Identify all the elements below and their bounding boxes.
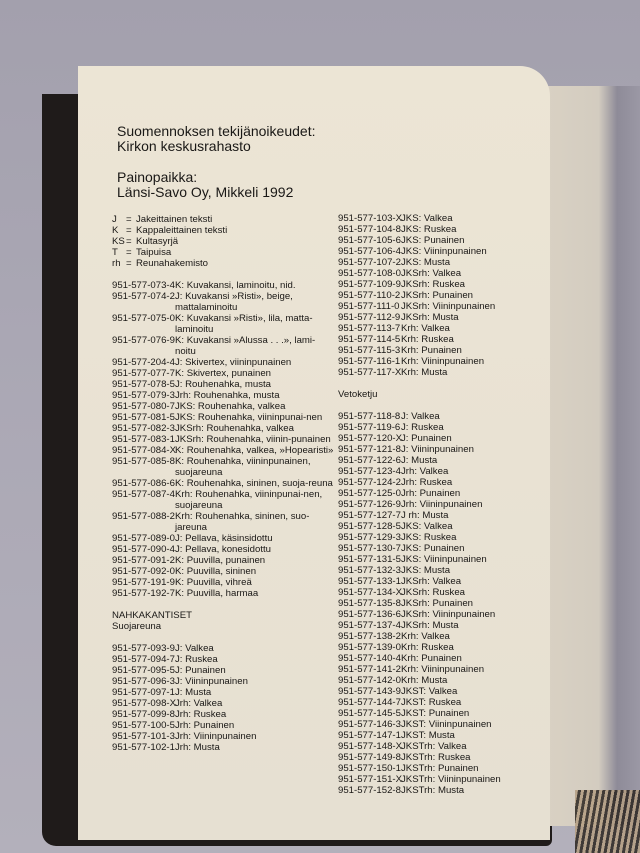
isbn-number: 951-577-111-0 bbox=[338, 301, 400, 312]
edition-description: Jrh: Rouhenahka, musta bbox=[175, 390, 280, 401]
list-item bbox=[338, 675, 548, 686]
isbn-number: 951-577-109-9 bbox=[338, 279, 401, 290]
legend-item bbox=[112, 225, 334, 236]
section-title-vetoketju: Vetoketju bbox=[338, 389, 378, 400]
list-item bbox=[338, 477, 548, 488]
list-item bbox=[338, 697, 548, 708]
list-item bbox=[112, 313, 334, 335]
isbn-number: 951-577-074-2 bbox=[112, 291, 175, 302]
edition-description: Krh: Viininpunainen bbox=[401, 356, 485, 367]
legend-text: Reunahakemisto bbox=[136, 258, 208, 269]
isbn-number: 951-577-127-7 bbox=[338, 510, 401, 521]
list-item bbox=[338, 433, 548, 444]
list-item bbox=[112, 478, 334, 489]
edition-description: J: Musta bbox=[401, 455, 438, 466]
legend-text: Jakeittainen teksti bbox=[136, 214, 213, 225]
list-item bbox=[112, 709, 334, 720]
edition-description: JKST: Ruskea bbox=[401, 697, 462, 708]
legend-text: Kultasyrjä bbox=[136, 236, 179, 247]
list-item bbox=[112, 368, 334, 379]
list-item bbox=[112, 643, 334, 654]
isbn-number: 951-577-105-6 bbox=[338, 235, 401, 246]
edition-description: JKS: Musta bbox=[401, 257, 451, 268]
isbn-number: 951-577-091-2 bbox=[112, 555, 175, 566]
list-item bbox=[112, 555, 334, 566]
edition-description: J rh: Musta bbox=[401, 510, 449, 521]
isbn-number: 951-577-092-0 bbox=[112, 566, 175, 577]
edition-description: JKSTrh: Ruskea bbox=[401, 752, 471, 763]
list-item bbox=[338, 521, 548, 532]
list-item bbox=[338, 719, 548, 730]
list-item bbox=[338, 664, 548, 675]
edition-description: JKST: Punainen bbox=[401, 708, 470, 719]
edition-description: JKSrh: Ruskea bbox=[401, 279, 465, 290]
list-item bbox=[338, 290, 548, 301]
list-item bbox=[112, 489, 334, 511]
list-item bbox=[338, 334, 548, 345]
isbn-number: 951-577-106-4 bbox=[338, 246, 401, 257]
isbn-number: 951-577-130-7 bbox=[338, 543, 401, 554]
isbn-number: 951-577-150-1 bbox=[338, 763, 401, 774]
isbn-number: 951-577-204-4 bbox=[112, 357, 175, 368]
isbn-number: 951-577-099-8 bbox=[112, 709, 175, 720]
edition-description: JKSrh: Viininpunainen bbox=[401, 301, 496, 312]
legend-item bbox=[112, 214, 334, 225]
isbn-number: 951-577-098-X bbox=[112, 698, 177, 709]
list-item bbox=[112, 511, 334, 533]
list-item bbox=[338, 367, 548, 378]
edition-description: JKST: Valkea bbox=[401, 686, 458, 697]
edition-description: J: Viininpunainen bbox=[401, 444, 474, 455]
printer-name: Länsi-Savo Oy, Mikkeli 1992 bbox=[117, 184, 294, 200]
list-item bbox=[112, 291, 334, 313]
edition-description: JKSrh: Ruskea bbox=[401, 587, 465, 598]
list-item bbox=[338, 213, 548, 224]
edition-description: K: Kuvakansi »Risti», lila, matta-laminoitu bbox=[175, 313, 313, 335]
edition-description: J: Skivertex, viininpunainen bbox=[175, 357, 292, 368]
isbn-number: 951-577-100-5 bbox=[112, 720, 175, 731]
edition-description: Krh: Musta bbox=[401, 367, 448, 378]
list-item bbox=[338, 257, 548, 268]
list-item bbox=[338, 411, 548, 422]
edition-description: J: Pellava, käsinsidottu bbox=[175, 533, 273, 544]
isbn-number: 951-577-140-4 bbox=[338, 653, 401, 664]
edition-description: Jrh: Viininpunainen bbox=[401, 499, 483, 510]
edition-description: K: Rouhenahka, viininpunainen, suojareuna bbox=[175, 456, 311, 478]
list-item bbox=[112, 698, 334, 709]
isbn-number: 951-577-086-6 bbox=[112, 478, 175, 489]
list-item bbox=[112, 544, 334, 555]
edition-description: J: Kuvakansi »Risti», beige, mattalaminoitu bbox=[175, 291, 293, 313]
list-item bbox=[338, 785, 548, 796]
list-item bbox=[338, 279, 548, 290]
edition-description: Jrh: Ruskea bbox=[175, 709, 227, 720]
edition-description: Krh: Ruskea bbox=[401, 334, 454, 345]
isbn-number: 951-577-191-9 bbox=[112, 577, 175, 588]
list-item bbox=[112, 390, 334, 401]
edition-description: Jrh: Punainen bbox=[401, 488, 461, 499]
imprint-header bbox=[117, 124, 315, 200]
isbn-number: 951-577-116-1 bbox=[338, 356, 401, 367]
legend-eq: = bbox=[126, 225, 132, 236]
isbn-number: 951-577-143-9 bbox=[338, 686, 401, 697]
list-item bbox=[338, 510, 548, 521]
left-column bbox=[112, 214, 334, 753]
edition-description: Jrh: Ruskea bbox=[401, 477, 453, 488]
list-item bbox=[338, 246, 548, 257]
isbn-number: 951-577-082-3 bbox=[112, 423, 175, 434]
legend-eq: = bbox=[126, 236, 132, 247]
isbn-number: 951-577-147-1 bbox=[338, 730, 401, 741]
copyright-label: Suomennoksen tekijänoikeudet: bbox=[117, 123, 316, 139]
list-item bbox=[338, 576, 548, 587]
edition-description: K: Puuvilla, harmaa bbox=[175, 588, 259, 599]
list-item bbox=[112, 434, 334, 445]
legend-item bbox=[112, 236, 334, 247]
list-item bbox=[338, 609, 548, 620]
legend-abbr: rh bbox=[112, 258, 121, 269]
legend-text: Taipuisa bbox=[136, 247, 172, 258]
list-item bbox=[338, 323, 548, 334]
isbn-number: 951-577-141-2 bbox=[338, 664, 401, 675]
edition-description: JKS: Musta bbox=[401, 565, 451, 576]
isbn-number: 951-577-132-3 bbox=[338, 565, 401, 576]
isbn-number: 951-577-129-3 bbox=[338, 532, 401, 543]
list-item bbox=[112, 379, 334, 390]
isbn-number: 951-577-139-0 bbox=[338, 642, 401, 653]
isbn-number: 951-577-108-0 bbox=[338, 268, 401, 279]
zipper-edition-list bbox=[338, 411, 548, 796]
edition-description: Jrh: Valkea bbox=[401, 466, 449, 477]
isbn-number: 951-577-075-0 bbox=[112, 313, 175, 324]
list-item bbox=[338, 587, 548, 598]
edition-list bbox=[112, 280, 334, 599]
list-item bbox=[338, 312, 548, 323]
list-item bbox=[112, 423, 334, 434]
legend-text: Kappaleittainen teksti bbox=[136, 225, 228, 236]
isbn-number: 951-577-076-9 bbox=[112, 335, 175, 346]
list-item bbox=[338, 730, 548, 741]
edition-description: JKSrh: Valkea bbox=[401, 268, 462, 279]
isbn-number: 951-577-123-4 bbox=[338, 466, 401, 477]
abbreviation-legend bbox=[112, 214, 334, 269]
isbn-number: 951-577-125-0 bbox=[338, 488, 401, 499]
edition-description: JKSrh: Punainen bbox=[401, 598, 473, 609]
isbn-number: 951-577-142-0 bbox=[338, 675, 401, 686]
isbn-number: 951-577-149-8 bbox=[338, 752, 401, 763]
edition-description: JKSTrh: Punainen bbox=[401, 763, 479, 774]
list-item bbox=[338, 345, 548, 356]
edition-description: J: Punainen bbox=[175, 665, 226, 676]
list-item bbox=[112, 533, 334, 544]
list-item bbox=[338, 455, 548, 466]
legend-abbr: T bbox=[112, 247, 118, 258]
isbn-number: 951-577-110-2 bbox=[338, 290, 401, 301]
edition-description: JKS: Punainen bbox=[401, 235, 465, 246]
list-item bbox=[338, 763, 548, 774]
list-item bbox=[338, 499, 548, 510]
right-column bbox=[338, 213, 548, 796]
list-item bbox=[338, 422, 548, 433]
edition-description: JKSrh: Musta bbox=[401, 312, 459, 323]
list-item bbox=[338, 444, 548, 455]
edition-description: Krh: Musta bbox=[401, 675, 448, 686]
edition-description: JKSTrh: Musta bbox=[401, 785, 465, 796]
edition-description: J: Valkea bbox=[175, 643, 214, 654]
isbn-number: 951-577-136-6 bbox=[338, 609, 401, 620]
isbn-number: 951-577-114-5 bbox=[338, 334, 401, 345]
isbn-number: 951-577-089-0 bbox=[112, 533, 175, 544]
isbn-number: 951-577-112-9 bbox=[338, 312, 401, 323]
edition-description: JKSrh: Viininpunainen bbox=[401, 609, 496, 620]
list-item bbox=[338, 532, 548, 543]
edition-description: JKSTrh: Valkea bbox=[401, 741, 467, 752]
list-item bbox=[338, 565, 548, 576]
isbn-number: 951-577-103-X bbox=[338, 213, 403, 224]
legend-eq: = bbox=[126, 258, 132, 269]
legend-abbr: KS bbox=[112, 236, 125, 247]
list-item bbox=[112, 665, 334, 676]
edition-description: K: Puuvilla, vihreä bbox=[175, 577, 252, 588]
copyright-holder: Kirkon keskusrahasto bbox=[117, 138, 251, 154]
edition-description: Krh: Valkea bbox=[401, 323, 450, 334]
isbn-number: 951-577-097-1 bbox=[112, 687, 175, 698]
list-item bbox=[338, 224, 548, 235]
edition-description: JKS: Viininpunainen bbox=[401, 246, 487, 257]
edition-description: JKST: Viininpunainen bbox=[401, 719, 492, 730]
isbn-number: 951-577-087-4 bbox=[112, 489, 175, 500]
list-item bbox=[112, 357, 334, 368]
edition-description: JKS: Rouhenahka, viininpunai-nen bbox=[175, 412, 323, 423]
edition-description: J: Punainen bbox=[401, 433, 452, 444]
isbn-number: 951-577-113-7 bbox=[338, 323, 401, 334]
edition-description: JKST: Musta bbox=[401, 730, 455, 741]
edition-description: J: Rouhenahka, musta bbox=[175, 379, 271, 390]
isbn-number: 951-577-102-1 bbox=[112, 742, 175, 753]
edition-description: Krh: Viininpunainen bbox=[401, 664, 485, 675]
list-item bbox=[112, 654, 334, 665]
edition-description: JKS: Viininpunainen bbox=[401, 554, 487, 565]
isbn-number: 951-577-121-8 bbox=[338, 444, 401, 455]
edition-description: K: Rouhenahka, valkea, »Hopearisti» bbox=[175, 445, 334, 456]
isbn-number: 951-577-095-5 bbox=[112, 665, 175, 676]
edition-description: K: Kuvakansi, laminoitu, nid. bbox=[175, 280, 296, 291]
isbn-number: 951-577-133-1 bbox=[338, 576, 401, 587]
list-item bbox=[338, 708, 548, 719]
section-subtitle-suojareuna: Suojareuna bbox=[112, 621, 162, 632]
edition-description: JKSrh: Musta bbox=[401, 620, 459, 631]
isbn-number: 951-577-124-2 bbox=[338, 477, 401, 488]
isbn-number: 951-577-118-8 bbox=[338, 411, 401, 422]
edition-description: Jrh: Valkea bbox=[175, 698, 223, 709]
list-item bbox=[112, 456, 334, 478]
list-item bbox=[112, 566, 334, 577]
isbn-number: 951-577-131-5 bbox=[338, 554, 401, 565]
isbn-number: 951-577-137-4 bbox=[338, 620, 401, 631]
isbn-number: 951-577-128-5 bbox=[338, 521, 401, 532]
list-item bbox=[112, 720, 334, 731]
edition-description: JKS: Ruskea bbox=[401, 532, 457, 543]
isbn-number: 951-577-081-5 bbox=[112, 412, 175, 423]
list-item bbox=[338, 598, 548, 609]
edition-description: JKSTrh: Viininpunainen bbox=[401, 774, 501, 785]
edition-description: JKSrh: Punainen bbox=[401, 290, 473, 301]
edition-description: Krh: Punainen bbox=[401, 653, 462, 664]
list-item bbox=[112, 335, 334, 357]
list-item bbox=[112, 280, 334, 291]
isbn-number: 951-577-093-9 bbox=[112, 643, 175, 654]
edition-description: K: Rouhenahka, sininen, suoja-reuna bbox=[175, 478, 333, 489]
edition-description: Jrh: Musta bbox=[175, 742, 220, 753]
legend-abbr: J bbox=[112, 214, 117, 225]
list-item bbox=[338, 774, 548, 785]
isbn-number: 951-577-107-2 bbox=[338, 257, 401, 268]
list-item bbox=[338, 620, 548, 631]
isbn-number: 951-577-138-2 bbox=[338, 631, 401, 642]
leather-edition-list-continued bbox=[338, 213, 548, 378]
isbn-number: 951-577-146-3 bbox=[338, 719, 401, 730]
isbn-number: 951-577-134-X bbox=[338, 587, 403, 598]
list-item bbox=[338, 752, 548, 763]
printer-label: Painopaikka: bbox=[117, 169, 198, 185]
isbn-number: 951-577-119-6 bbox=[338, 422, 401, 433]
legend-item bbox=[112, 247, 334, 258]
isbn-number: 951-577-151-X bbox=[338, 774, 403, 785]
list-item bbox=[338, 356, 548, 367]
isbn-number: 951-577-115-3 bbox=[338, 345, 401, 356]
isbn-number: 951-577-096-3 bbox=[112, 676, 175, 687]
isbn-number: 951-577-145-5 bbox=[338, 708, 401, 719]
isbn-number: 951-577-085-8 bbox=[112, 456, 175, 467]
edition-description: JKS: Valkea bbox=[401, 521, 453, 532]
list-item bbox=[112, 742, 334, 753]
list-item bbox=[338, 686, 548, 697]
section-title-nahka: NAHKAKANTISET bbox=[112, 610, 192, 621]
list-item bbox=[338, 488, 548, 499]
edition-description: K: Puuvilla, sininen bbox=[175, 566, 257, 577]
edition-description: JKSrh: Valkea bbox=[401, 576, 462, 587]
isbn-number: 951-577-122-6 bbox=[338, 455, 401, 466]
isbn-number: 951-577-084-X bbox=[112, 445, 177, 456]
isbn-number: 951-577-079-3 bbox=[112, 390, 175, 401]
list-item bbox=[112, 412, 334, 423]
isbn-number: 951-577-117-X bbox=[338, 367, 402, 378]
isbn-number: 951-577-101-3 bbox=[112, 731, 175, 742]
edition-description: J: Ruskea bbox=[401, 422, 444, 433]
list-item bbox=[112, 577, 334, 588]
edition-description: K: Kuvakansi »Alussa . . .», lami-noitu bbox=[175, 335, 316, 357]
isbn-number: 951-577-192-7 bbox=[112, 588, 175, 599]
edition-description: JKS: Valkea bbox=[401, 213, 453, 224]
edition-description: J: Musta bbox=[175, 687, 212, 698]
edition-description: JKS: Rouhenahka, valkea bbox=[175, 401, 286, 412]
list-item bbox=[338, 235, 548, 246]
edition-description: J: Valkea bbox=[401, 411, 440, 422]
isbn-number: 951-577-104-8 bbox=[338, 224, 401, 235]
edition-description: JKSrh: Rouhenahka, valkea bbox=[175, 423, 294, 434]
list-item bbox=[338, 466, 548, 477]
list-item bbox=[112, 731, 334, 742]
legend-eq: = bbox=[126, 247, 132, 258]
edition-description: Jrh: Punainen bbox=[175, 720, 235, 731]
list-item bbox=[338, 268, 548, 279]
edition-description: JKS: Ruskea bbox=[401, 224, 457, 235]
edition-description: Krh: Rouhenahka, sininen, suo-jareuna bbox=[175, 511, 310, 533]
isbn-number: 951-577-078-5 bbox=[112, 379, 175, 390]
edition-description: Jrh: Viininpunainen bbox=[175, 731, 257, 742]
edition-description: JKSrh: Rouhenahka, viinin-punainen bbox=[175, 434, 331, 445]
isbn-number: 951-577-083-1 bbox=[112, 434, 175, 445]
edition-description: K: Puuvilla, punainen bbox=[175, 555, 266, 566]
edition-description: Krh: Rouhenahka, viininpunai-nen, suojareuna bbox=[175, 489, 323, 511]
edition-description: Krh: Punainen bbox=[401, 345, 462, 356]
list-item bbox=[338, 741, 548, 752]
isbn-number: 951-577-126-9 bbox=[338, 499, 401, 510]
edition-description: J: Viininpunainen bbox=[175, 676, 248, 687]
leather-edition-list bbox=[112, 643, 334, 753]
edition-description: JKS: Punainen bbox=[401, 543, 465, 554]
isbn-number: 951-577-080-7 bbox=[112, 401, 175, 412]
isbn-number: 951-577-088-2 bbox=[112, 511, 175, 522]
isbn-number: 951-577-073-4 bbox=[112, 280, 175, 291]
list-item bbox=[112, 445, 334, 456]
list-item bbox=[338, 301, 548, 312]
legend-item bbox=[112, 258, 334, 269]
isbn-number: 951-577-144-7 bbox=[338, 697, 401, 708]
edition-description: J: Pellava, konesidottu bbox=[175, 544, 271, 555]
legend-eq: = bbox=[126, 214, 132, 225]
list-item bbox=[112, 676, 334, 687]
edition-description: Krh: Ruskea bbox=[401, 642, 454, 653]
isbn-number: 951-577-090-4 bbox=[112, 544, 175, 555]
list-item bbox=[338, 554, 548, 565]
list-item bbox=[338, 642, 548, 653]
list-item bbox=[112, 401, 334, 412]
isbn-number: 951-577-077-7 bbox=[112, 368, 175, 379]
isbn-number: 951-577-094-7 bbox=[112, 654, 175, 665]
isbn-number: 951-577-152-8 bbox=[338, 785, 401, 796]
list-item bbox=[338, 653, 548, 664]
edition-description: K: Skivertex, punainen bbox=[175, 368, 271, 379]
isbn-number: 951-577-148-X bbox=[338, 741, 403, 752]
list-item bbox=[338, 543, 548, 554]
list-item bbox=[112, 588, 334, 599]
edition-description: Krh: Valkea bbox=[401, 631, 450, 642]
legend-abbr: K bbox=[112, 225, 119, 236]
isbn-number: 951-577-135-8 bbox=[338, 598, 401, 609]
list-item bbox=[112, 687, 334, 698]
list-item bbox=[338, 631, 548, 642]
edition-description: J: Ruskea bbox=[175, 654, 218, 665]
isbn-number: 951-577-120-X bbox=[338, 433, 403, 444]
